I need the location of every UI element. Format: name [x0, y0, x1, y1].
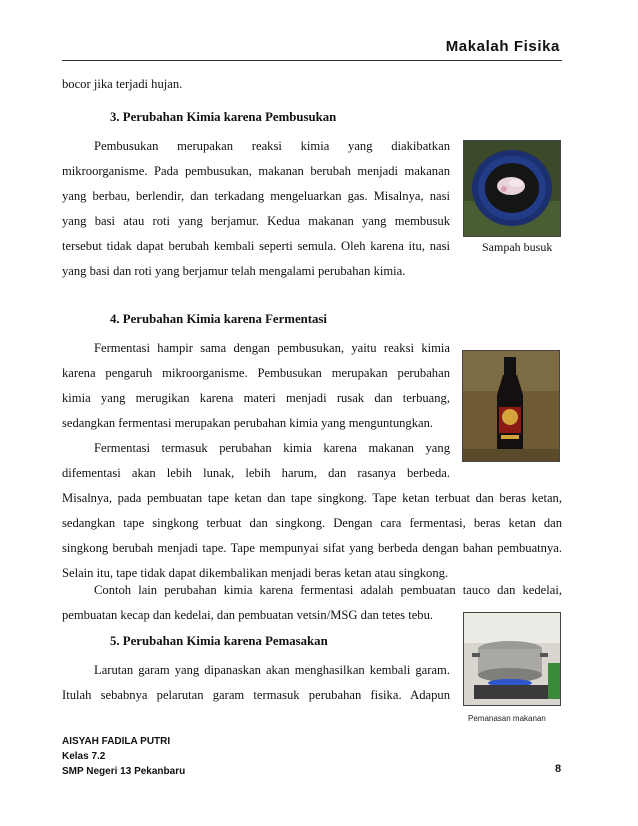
rotten-trash-image: [463, 140, 561, 237]
text-line: Larutan garam yang dipanaskan akan menghasilkan kembali garam.: [94, 663, 450, 677]
section-4-heading: 4. Perubahan Kimia karena Fermentasi: [110, 312, 327, 326]
section-3-heading: 3. Perubahan Kimia karena Pembusukan: [110, 110, 337, 124]
section-4-paragraph-2-wrapped: [62, 436, 450, 486]
text-line: yang berbau, berlendir, dan terkadang mengeluarkan gas. Misalnya, nasi: [62, 189, 450, 203]
text-line: difementasi akan lebih lunak, lebih harum, dan rasanya berbeda.: [62, 466, 450, 480]
image-caption: Sampah busuk: [482, 240, 553, 254]
document-header-title: Makalah Fisika: [445, 38, 560, 55]
text-line: Fermentasi termasuk perubahan kimia karena makanan yang: [94, 441, 450, 455]
text-line: yang basi dan roti yang berjamur telah mengalami perubahan kimia.: [62, 264, 406, 278]
section-5-heading: 5. Perubahan Kimia karena Pemasakan: [110, 634, 328, 648]
text-line: sedangkan fermentasi merupakan perubahan kimia yang menguntungkan.: [62, 416, 434, 430]
text-line: yang basi atau roti yang berjamur. Kedua makanan yang membusuk: [62, 214, 450, 228]
intro-line: bocor jika terjadi hujan.: [62, 77, 183, 91]
text-line: tersebut tidak dapat berubah kembali seperti semula. Oleh karena itu, nasi: [62, 239, 450, 253]
text-line: pembuatan kecap dan kedelai, dan pembuatan vetsin/MSG dan tetes tebu.: [62, 608, 434, 622]
author-school: SMP Negeri 13 Pekanbaru: [62, 766, 186, 777]
text-line: sedangkan tape singkong terbuat dan singkong. Dengan cara fermentasi, beras ketan dan: [62, 516, 562, 530]
text-line: Contoh lain perubahan kimia karena fermentasi adalah pembuatan tauco dan kedelai,: [94, 583, 562, 597]
author-name: AISYAH FADILA PUTRI: [62, 736, 171, 747]
text-line: singkong berubah menjadi tape. Tape mempunyai sifat yang berbeda dengan bahan pembuatnya.: [62, 541, 562, 555]
image-caption: Pemanasan makanan: [468, 714, 546, 723]
author-class: Kelas 7.2: [62, 751, 106, 762]
text-line: Fermentasi hampir sama dengan pembusukan, yaitu reaksi kimia: [94, 341, 450, 355]
fermented-bottle-image: [462, 350, 560, 462]
text-line: Itulah sebabnya pelarutan garam termasuk perubahan fisika. Adapun: [62, 688, 450, 702]
cooking-pot-image: [463, 612, 561, 706]
footer-info: [62, 734, 185, 779]
text-line: mikroorganisme. Pada pembusukan, makanan berubah menjadi makanan: [62, 164, 450, 178]
text-line: Misalnya, pada pembuatan tape ketan dan tape singkong. Tape ketan terbuat dan beras ketan,: [62, 491, 562, 505]
header-divider: [62, 60, 562, 61]
section-3-paragraph: [62, 134, 450, 284]
section-4-paragraph-1: [62, 336, 450, 436]
text-line: Pembusukan merupakan reaksi kimia yang diakibatkan: [94, 139, 450, 153]
text-line: Selain itu, tape tidak dapat dikembalikan menjadi beras ketan atau singkong.: [62, 566, 449, 580]
text-line: karena pengaruh mikroorganisme. Pembusukan merupakan perubahan: [62, 366, 450, 380]
page-number: 8: [555, 763, 562, 775]
section-5-paragraph: [62, 658, 450, 708]
section-4-paragraph-2-full: [62, 486, 562, 586]
text-line: kimia yang merugikan karena materi menjadi rusak dan terbuang,: [62, 391, 450, 405]
